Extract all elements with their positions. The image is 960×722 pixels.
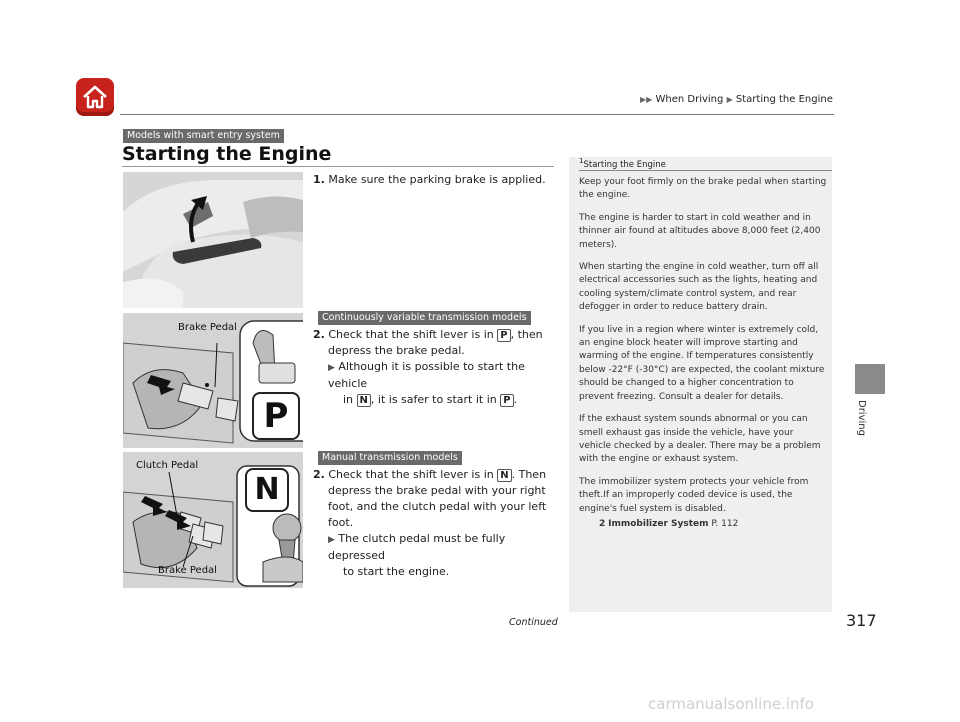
- shift-key-n: N: [497, 469, 511, 482]
- title-rule: [122, 166, 554, 167]
- note-paragraph: When starting the engine in cold weather, turn off all electrical accessories such as the lights, heating and cooling system/climate control system, and rear defogger in order to reduce battery drain.: [579, 262, 819, 313]
- note-heading-text: Starting the Engine: [583, 159, 666, 170]
- tag-cvt: Continuously variable transmission models: [318, 311, 531, 325]
- watermark: carmanualsonline.info: [648, 695, 814, 713]
- step-text: Make sure the parking brake is applied.: [328, 173, 546, 186]
- note-paragraph: If the exhaust system sounds abnormal or you can smell exhaust gas inside the vehicle, have your vehicle checked by a dealer. There may be a problem with the engine or exhaust system.: [579, 414, 821, 465]
- continued-label: Continued: [509, 617, 558, 628]
- step-text: depress the brake pedal with your right: [328, 484, 546, 497]
- sub-text: in: [343, 393, 354, 406]
- breadcrumb-item-starting-engine[interactable]: Starting the Engine: [735, 94, 833, 105]
- step-sub-note: [313, 531, 558, 564]
- parking-brake-figure: [123, 172, 303, 308]
- step-sub-note: [313, 359, 558, 392]
- link-ref-number: 2: [599, 518, 606, 529]
- step-text: foot.: [328, 516, 354, 529]
- step-text: Check that the shift lever is in: [328, 468, 494, 481]
- shift-key-p: P: [500, 394, 513, 407]
- step-text: foot, and the clutch pedal with your left: [328, 500, 547, 513]
- tag-manual: Manual transmission models: [318, 451, 462, 465]
- home-icon: [80, 82, 110, 112]
- breadcrumb-item-when-driving[interactable]: When Driving: [655, 94, 724, 105]
- immobilizer-link[interactable]: [579, 518, 827, 531]
- step-text: depress the brake pedal.: [328, 344, 465, 357]
- step-text: Check that the shift lever is in: [328, 328, 494, 341]
- shift-n-badge: N: [245, 468, 289, 512]
- sub-text: , it is safer to start it in: [370, 393, 497, 406]
- note-body: [579, 176, 827, 531]
- breadcrumb-arrow-icon: ▶: [726, 95, 733, 104]
- sub-arrow-icon: ▶: [328, 363, 335, 373]
- page-title: Starting the Engine: [122, 143, 332, 165]
- link-page: P. 112: [711, 518, 739, 529]
- step-number: 2.: [313, 468, 325, 481]
- note-heading: [579, 157, 666, 170]
- page-number: 317: [846, 611, 877, 630]
- sub-text: to start the engine.: [343, 565, 450, 578]
- figure-label-brake-pedal: Brake Pedal: [178, 322, 237, 333]
- shift-key-n: N: [357, 394, 371, 407]
- home-button[interactable]: [76, 78, 114, 116]
- step-text: . Then: [511, 468, 547, 481]
- sub-text: .: [513, 393, 518, 406]
- step-number: 2.: [313, 328, 325, 341]
- note-rule: [579, 170, 832, 171]
- chapter-tab[interactable]: [855, 364, 885, 394]
- note-paragraph: If you live in a region where winter is extremely cold, an engine block heater will improve starting and warming of the engine. If temperatures consistently below -22°F (-30°C) are expected, the coolant mixture should be changed to a higher concentration to prevent freezing. Consult a dealer for details.: [579, 324, 825, 402]
- step-text: , then: [510, 328, 543, 341]
- step-number: 1.: [313, 173, 325, 186]
- shift-key-p: P: [497, 329, 510, 342]
- chapter-label: Driving: [856, 400, 867, 436]
- sub-text: Although it is possible to start the vehicle: [328, 360, 525, 390]
- note-paragraph: The engine is harder to start in cold weather and in thinner air found at altitudes above 8,000 feet (2,400 meters).: [579, 212, 821, 250]
- step-sub-note: [313, 392, 558, 408]
- breadcrumb-arrow-icon: ▶▶: [640, 95, 653, 104]
- note-paragraph: Keep your foot firmly on the brake pedal when starting the engine.: [579, 177, 827, 201]
- shift-p-badge: P: [252, 392, 300, 440]
- tag-smart-entry: Models with smart entry system: [123, 129, 284, 143]
- breadcrumb: [640, 94, 833, 105]
- sub-arrow-icon: ▶: [328, 535, 335, 545]
- step-1: [313, 172, 553, 188]
- step-2-manual: [313, 467, 558, 580]
- note-paragraph: The immobilizer system protects your vehicle from theft.If an improperly coded device is used, the engine's fuel system is disabled.: [579, 476, 809, 514]
- note-ref-number: 1: [579, 157, 584, 165]
- sub-text: The clutch pedal must be fully depressed: [328, 532, 506, 562]
- step-2-cvt: [313, 327, 558, 408]
- figure-label-clutch-pedal: Clutch Pedal: [136, 460, 199, 471]
- header-rule: [120, 114, 834, 115]
- figure-label-brake-pedal: Brake Pedal: [158, 565, 217, 576]
- link-label: Immobilizer System: [608, 518, 709, 529]
